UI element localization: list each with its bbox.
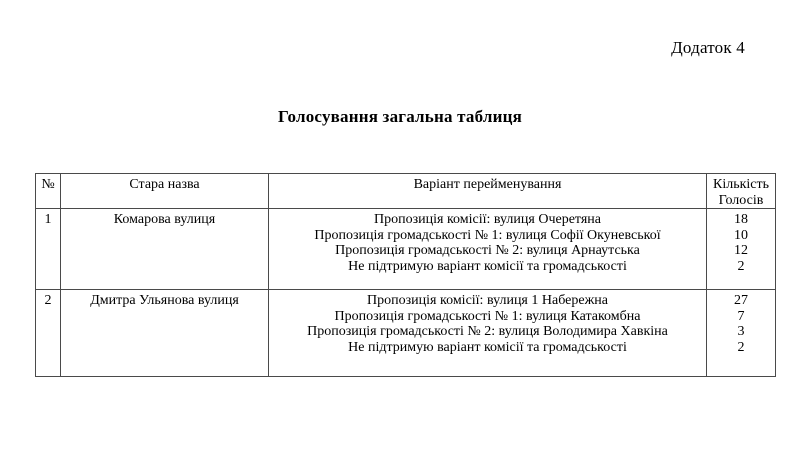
table-header-row (36, 174, 776, 209)
header-number: № (36, 174, 61, 209)
vote-count: 7 (737, 308, 745, 324)
vote-count: 2 (737, 258, 745, 274)
appendix-label: Додаток 4 (671, 38, 745, 57)
vote-count: 3 (737, 324, 745, 339)
vote-count: 18 (734, 212, 748, 227)
votes-cell (707, 209, 776, 290)
voting-table (35, 173, 776, 377)
variant-option: Не підтримую варіант комісії та громадськості (348, 339, 627, 355)
header-rename-variant: Варіант перейменування (269, 174, 707, 209)
variant-option: Пропозиція комісії: вулиця 1 Набережна (367, 293, 608, 308)
table-row (36, 209, 776, 290)
row-number-cell: 1 (36, 209, 61, 290)
variant-option: Пропозиція громадськості № 2: вулиця Арнаутська (335, 243, 640, 258)
vote-count: 2 (737, 339, 745, 355)
variant-option: Пропозиція громадськості № 2: вулиця Володимира Хавкіна (307, 324, 668, 339)
votes-cell (707, 290, 776, 377)
row-number-cell: 2 (36, 290, 61, 377)
table-row (36, 290, 776, 377)
variants-cell (269, 290, 707, 377)
vote-count: 12 (734, 243, 748, 258)
variant-option: Не підтримую варіант комісії та громадськості (348, 258, 627, 274)
variant-option: Пропозиція комісії: вулиця Очеретяна (374, 212, 601, 227)
header-vote-count: Кількість Голосів (707, 174, 776, 209)
vote-count: 10 (734, 227, 748, 243)
old-name-cell: Дмитра Ульянова вулиця (61, 290, 269, 377)
header-old-name: Стара назва (61, 174, 269, 209)
old-name-cell: Комарова вулиця (61, 209, 269, 290)
vote-count: 27 (734, 293, 748, 308)
variant-option: Пропозиція громадськості № 1: вулиця Софії Окуневської (314, 227, 661, 243)
variant-option: Пропозиція громадськості № 1: вулиця Катакомбна (334, 308, 641, 324)
page-title: Голосування загальна таблиця (277, 107, 522, 126)
variants-cell (269, 209, 707, 290)
